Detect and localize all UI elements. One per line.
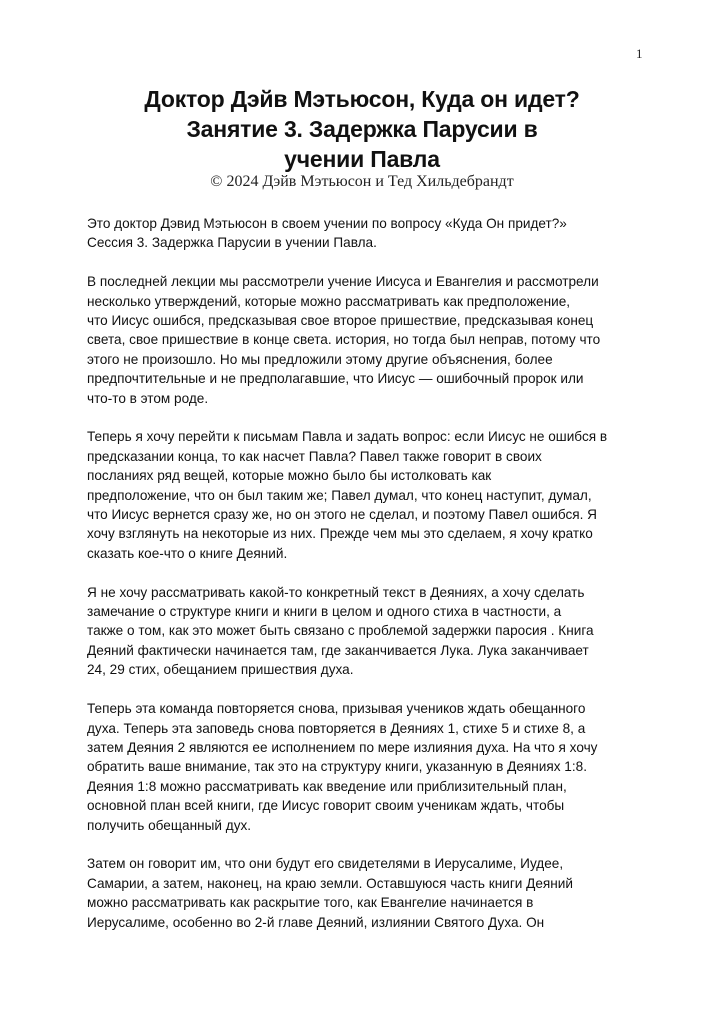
text-line: обратить ваше внимание, так это на структуру книги, указанную в Деяниях 1:8.	[87, 759, 587, 775]
paragraph-6	[87, 854, 647, 932]
copyright-line: © 2024 Дэйв Мэтьюсон и Тед Хильдебрандт	[210, 173, 514, 190]
text-line: что Иисус ошибся, предсказывая свое второе пришествие, предсказывая конец	[87, 313, 594, 329]
text-line: несколько утверждений, которые можно рассматривать как предположение,	[87, 293, 571, 309]
text-line: затем Деяния 2 являются ее исполнением по мере излияния духа. На что я хочу	[87, 739, 598, 755]
text-line: света, свое пришествие в конце света. история, но тогда был неправ, потому что	[87, 332, 601, 348]
text-line: замечание о структуре книги и книги в целом и одного стиха в частности, а	[87, 604, 562, 620]
text-line: этого не произошло. Но мы предложили этому другие объяснения, более	[87, 351, 553, 367]
document-title-line-1: Доктор Дэйв Мэтьюсон, Куда он идет?	[144, 86, 580, 112]
paragraph-1	[87, 214, 647, 253]
text-line: Теперь эта команда повторяется снова, призывая учеников ждать обещанного	[87, 701, 586, 717]
text-line: предсказании конца, то как насчет Павла? Павел также говорит в своих	[87, 448, 542, 464]
text-line: Деяния 1:8 можно рассматривать как введение или приблизительный план,	[87, 778, 567, 794]
document-title-line-2: Занятие 3. Задержка Парусии в	[186, 116, 538, 142]
text-line: что Иисус вернется сразу же, но он этого не сделал, и поэтому Павел ошибся. Я	[87, 507, 597, 523]
paragraph-4	[87, 583, 647, 680]
text-line: Иерусалиме, особенно во 2-й главе Деяний, излиянии Святого Духа. Он	[87, 914, 545, 930]
text-line: получить обещанный дух.	[87, 817, 252, 833]
text-line: В последней лекции мы рассмотрели учение Иисуса и Евангелия и рассмотрели	[87, 274, 599, 290]
text-line: также о том, как это может быть связано с проблемой задержки паросия . Книга	[87, 623, 594, 639]
document-body	[87, 214, 647, 951]
text-line: что-то в этом роде.	[87, 390, 209, 406]
text-line: можно рассматривать как раскрытие того, как Евангелие начинается в	[87, 895, 534, 911]
text-line: Сессия 3. Задержка Парусии в учении Павла.	[87, 235, 377, 251]
text-line: посланиях ряд вещей, которые можно было бы истолковать как	[87, 468, 492, 484]
text-line: сказать кое-что о книге Деяний.	[87, 545, 288, 561]
paragraph-2	[87, 272, 647, 408]
text-line: Это доктор Дэвид Мэтьюсон в своем учении по вопросу «Куда Он придет?»	[87, 216, 567, 231]
text-line: хочу взглянуть на некоторые из них. Прежде чем мы это сделаем, я хочу кратко	[87, 526, 593, 542]
paragraph-5	[87, 699, 647, 835]
text-line: предположение, что он был таким же; Павел думал, что конец наступит, думал,	[87, 487, 592, 503]
text-line: Деяний фактически начинается там, где заканчивается Лука. Лука заканчивает	[87, 642, 589, 658]
text-line: основной план всей книги, где Иисус говорит своим ученикам ждать, чтобы	[87, 798, 565, 814]
text-line: духа. Теперь эта заповедь снова повторяется в Деяниях 1, стихе 5 и стихе 8, а	[87, 720, 586, 736]
text-line: 24, 29 стих, обещанием пришествия духа.	[87, 662, 354, 678]
paragraph-3	[87, 427, 647, 563]
text-line: Я не хочу рассматривать какой-то конкретный текст в Деяниях, а хочу сделать	[87, 584, 585, 600]
text-line: Самарии, а затем, наконец, на краю земли. Оставшуюся часть книги Деяний	[87, 875, 573, 891]
text-line: предпочтительные и не предполагавшие, что Иисус — ошибочный пророк или	[87, 371, 584, 387]
document-title-line-3: учении Павла	[284, 146, 440, 172]
text-line: Теперь я хочу перейти к письмам Павла и задать вопрос: если Иисус не ошибся в	[87, 429, 608, 445]
page-number: 1	[636, 46, 643, 61]
document-header	[0, 84, 724, 191]
text-line: Затем он говорит им, что они будут его свидетелями в Иерусалиме, Иудее,	[87, 856, 564, 872]
